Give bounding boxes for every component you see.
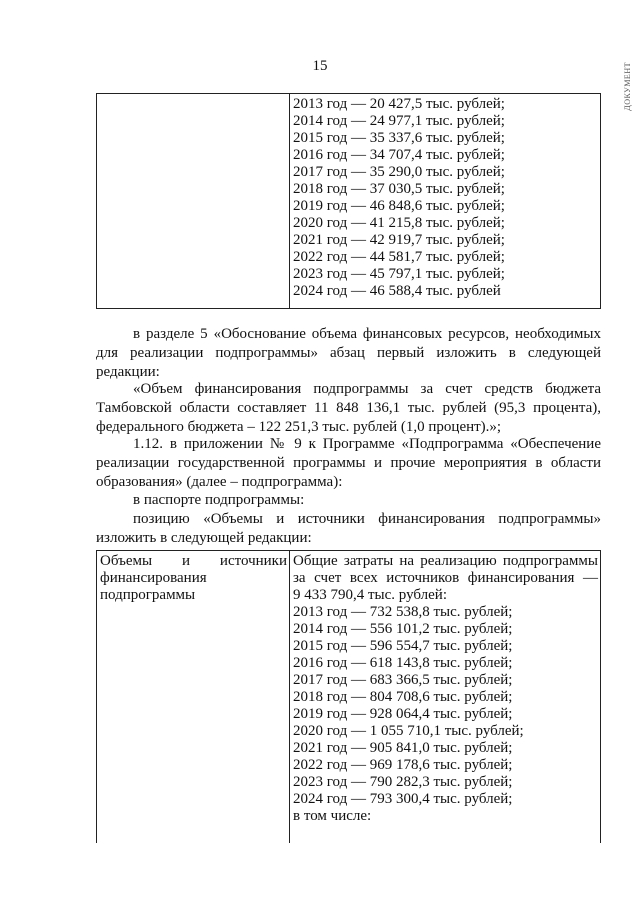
- table2-year-line: 2014 год — 556 101,2 тыс. рублей;: [293, 621, 513, 637]
- table2-year-line: 2018 год — 804 708,6 тыс. рублей;: [293, 689, 513, 705]
- text-line: финансирования: [100, 570, 207, 586]
- text-line: реализации государственной программы и прочие мероприятия в области: [96, 455, 601, 471]
- text-line: 9 433 790,4 тыс. рублей:: [293, 587, 447, 603]
- text-line: в разделе 5 «Обоснование объема финансовых ресурсов, необходимых: [133, 326, 601, 342]
- table1-line: 2020 год — 41 215,8 тыс. рублей;: [293, 215, 505, 231]
- table1-line: 2019 год — 46 848,6 тыс. рублей;: [293, 198, 505, 214]
- table1-line: 2016 год — 34 707,4 тыс. рублей;: [293, 147, 505, 163]
- table1-line: 2013 год — 20 427,5 тыс. рублей;: [293, 96, 505, 112]
- table2-year-line: 2024 год — 793 300,4 тыс. рублей;: [293, 791, 513, 807]
- text-line: в паспорте подпрограммы:: [133, 492, 305, 508]
- table1-line: 2024 год — 46 588,4 тыс. рублей: [293, 283, 501, 299]
- table1-line: 2015 год — 35 337,6 тыс. рублей;: [293, 130, 505, 146]
- text-line: изложить в следующей редакции:: [96, 530, 312, 546]
- table2-year-line: 2022 год — 969 178,6 тыс. рублей;: [293, 757, 513, 773]
- table2-year-line: 2023 год — 790 282,3 тыс. рублей;: [293, 774, 513, 790]
- margin-mark: ДОКУМЕНТ: [623, 62, 632, 111]
- paragraph-quote: [96, 380, 601, 437]
- text-line: подпрограммы: [100, 587, 196, 603]
- table1-line: 2023 год — 45 797,1 тыс. рублей;: [293, 266, 505, 282]
- text-line: 1.12. в приложении № 9 к Программе «Подпрограмма «Обеспечение: [133, 436, 601, 452]
- table1-left-cell: [97, 94, 290, 309]
- table2-year-line: 2020 год — 1 055 710,1 тыс. рублей;: [293, 723, 524, 739]
- text-line: в том числе:: [293, 808, 372, 824]
- text-line: Тамбовской области составляет 11 848 136,1 тыс. рублей (95,3 процента),: [96, 400, 601, 416]
- text-line: образования» (далее – подпрограмма):: [96, 474, 343, 490]
- table1-right-cell: [290, 94, 601, 309]
- table2-year-line: 2013 год — 732 538,8 тыс. рублей;: [293, 604, 513, 620]
- table2-year-line: 2016 год — 618 143,8 тыс. рублей;: [293, 655, 513, 671]
- text-line: позицию «Объемы и источники финансирования подпрограммы»: [133, 511, 601, 527]
- table2-right-cell: [290, 551, 601, 844]
- table2-year-line: 2017 год — 683 366,5 тыс. рублей;: [293, 672, 513, 688]
- table1-line: 2021 год — 42 919,7 тыс. рублей;: [293, 232, 505, 248]
- text-line: федерального бюджета – 122 251,3 тыс. рублей (1,0 процент).»;: [96, 419, 502, 435]
- table1-line: 2017 год — 35 290,0 тыс. рублей;: [293, 164, 505, 180]
- table2-year-line: 2019 год — 928 064,4 тыс. рублей;: [293, 706, 513, 722]
- text-line: Объемы и источники: [100, 553, 287, 569]
- table2-year-line: 2021 год — 905 841,0 тыс. рублей;: [293, 740, 513, 756]
- text-line: Общие затраты на реализацию подпрограммы: [293, 553, 598, 569]
- text-line: «Объем финансирования подпрограммы за счет средств бюджета: [133, 381, 601, 397]
- table1-line: 2014 год — 24 977,1 тыс. рублей;: [293, 113, 505, 129]
- paragraph-position: [96, 510, 601, 548]
- table1-line: 2022 год — 44 581,7 тыс. рублей;: [293, 249, 505, 265]
- text-line: редакции:: [96, 364, 160, 380]
- table1-line: 2018 год — 37 030,5 тыс. рублей;: [293, 181, 505, 197]
- text-line: за счет всех источников финансирования —: [293, 570, 598, 586]
- table2-year-line: 2015 год — 596 554,7 тыс. рублей;: [293, 638, 513, 654]
- text-line: для реализации подпрограммы» абзац первый изложить в следующей: [96, 345, 601, 361]
- paragraph-passport: [96, 491, 601, 510]
- page-number: 15: [312, 58, 328, 74]
- paragraph-1-12: [96, 435, 601, 492]
- paragraph-section5: [96, 325, 601, 382]
- funding-table-continued: [96, 93, 601, 309]
- table2-left-cell: [97, 551, 290, 844]
- funding-table-new: [96, 550, 601, 843]
